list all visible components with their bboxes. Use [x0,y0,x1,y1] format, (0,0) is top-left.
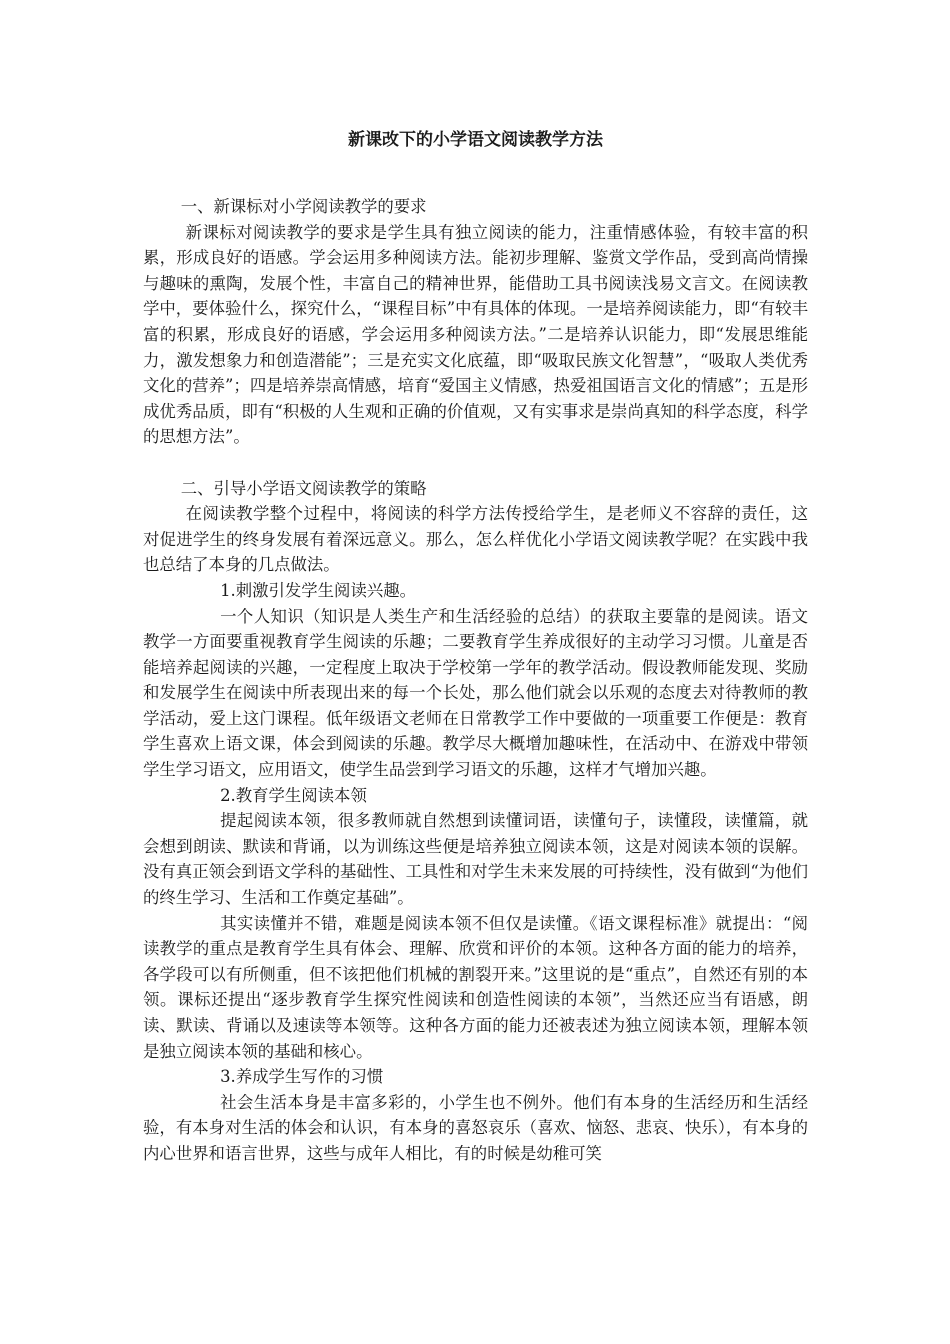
paragraph: 社会生活本身是丰富多彩的，小学生也不例外。他们有本身的生活经历和生活经验，有本身对生活的体会和认识，有本身的喜怒哀乐（喜欢、恼怒、悲哀、快乐），有本身的内心世界和语言世界，这些与成年人相比，有的时候是幼稚可笑 [143,1092,808,1163]
paragraph: 其实读懂并不错，难题是阅读本领不但仅是读懂。《语文课程标准》就提出：“阅读教学的重点是教育学生具有体会、理解、欣赏和评价的本领。这种各方面的能力的培养，各学段可以有所侧重，但不该把他们机械的割裂开来。”这里说的是“重点”，自然还有别的本领。课标还提出“逐步教育学生探究性阅读和创造性阅读的本领”，当然还应当有语感，朗读、默读、背诵以及速读等本领等。这种各方面的能力还被表述为独立阅读本领，理解本领是独立阅读本领的基础和核心。 [143,913,808,1061]
paragraph: 新课标对阅读教学的要求是学生具有独立阅读的能力，注重情感体验，有较丰富的积累，形成良好的语感。学会运用多种阅读方法。能初步理解、鉴赏文学作品，受到高尚情操与趣味的熏陶，发展个性，丰富自己的精神世界，能借助工具书阅读浅易文言文。在阅读教学中，要体验什么，探究什么，“课程目标”中有具体的体现。一是培养阅读能力，即“有较丰富的积累，形成良好的语感，学会运用多种阅读方法。”二是培养认识能力，即“发展思维能力，激发想象力和创造潜能”；三是充实文化底蕴，即“吸取民族文化智慧”，“吸取人类优秀文化的营养”；四是培养崇高情感，培育“爱国主义情感，热爱祖国语言文化的情感”；五是形成优秀品质，即有“积极的人生观和正确的价值观，又有实事求是崇尚真知的科学态度，科学的思想方法”。 [143,222,808,447]
subsection-heading: 1.刺激引发学生阅读兴趣。 [220,580,417,600]
paragraph: 在阅读教学整个过程中，将阅读的科学方法传授给学生，是老师义不容辞的责任，这对促进学生的终身发展有着深远意义。那么，怎么样优化小学语文阅读教学呢？在实践中我也总结了本身的几点做法。 [143,504,808,575]
paragraph-spacer [143,450,808,476]
document-title: 新课改下的小学语文阅读教学方法 [348,130,603,150]
section-heading: 二、引导小学语文阅读教学的策略 [180,478,427,498]
document-body [143,194,808,1167]
subsection-heading: 3.养成学生写作的习惯 [220,1067,384,1087]
paragraph: 一个人知识（知识是人类生产和生活经验的总结）的获取主要靠的是阅读。语文教学一方面要重视教育学生阅读的乐趣；二要教育学生养成很好的主动学习习惯。儿童是否能培养起阅读的兴趣，一定程度上取决于学校第一学年的教学活动。假设教师能发现、奖励和发展学生在阅读中所表现出来的每一个长处，那么他们就会以乐观的态度去对待教师的教学活动，爱上这门课程。低年级语文老师在日常教学工作中要做的一项重要工作便是：教育学生喜欢上语文课，体会到阅读的乐趣。教学尽大概增加趣味性，在活动中、在游戏中带领学生学习语文，应用语文，使学生品尝到学习语文的乐趣，这样才气增加兴趣。 [143,606,808,780]
subsection-heading: 2.教育学生阅读本领 [220,785,367,805]
section-heading: 一、新课标对小学阅读教学的要求 [180,197,427,216]
paragraph: 提起阅读本领，很多教师就自然想到读懂词语，读懂句子，读懂段，读懂篇，就会想到朗读、默读和背诵，以为训练这些便是培养独立阅读本领，这是对阅读本领的误解。没有真正领会到语文学科的基础性、工具性和对学生未来发展的可持续性，没有做到“为他们的终生学习、生活和工作奠定基础”。 [143,811,808,908]
